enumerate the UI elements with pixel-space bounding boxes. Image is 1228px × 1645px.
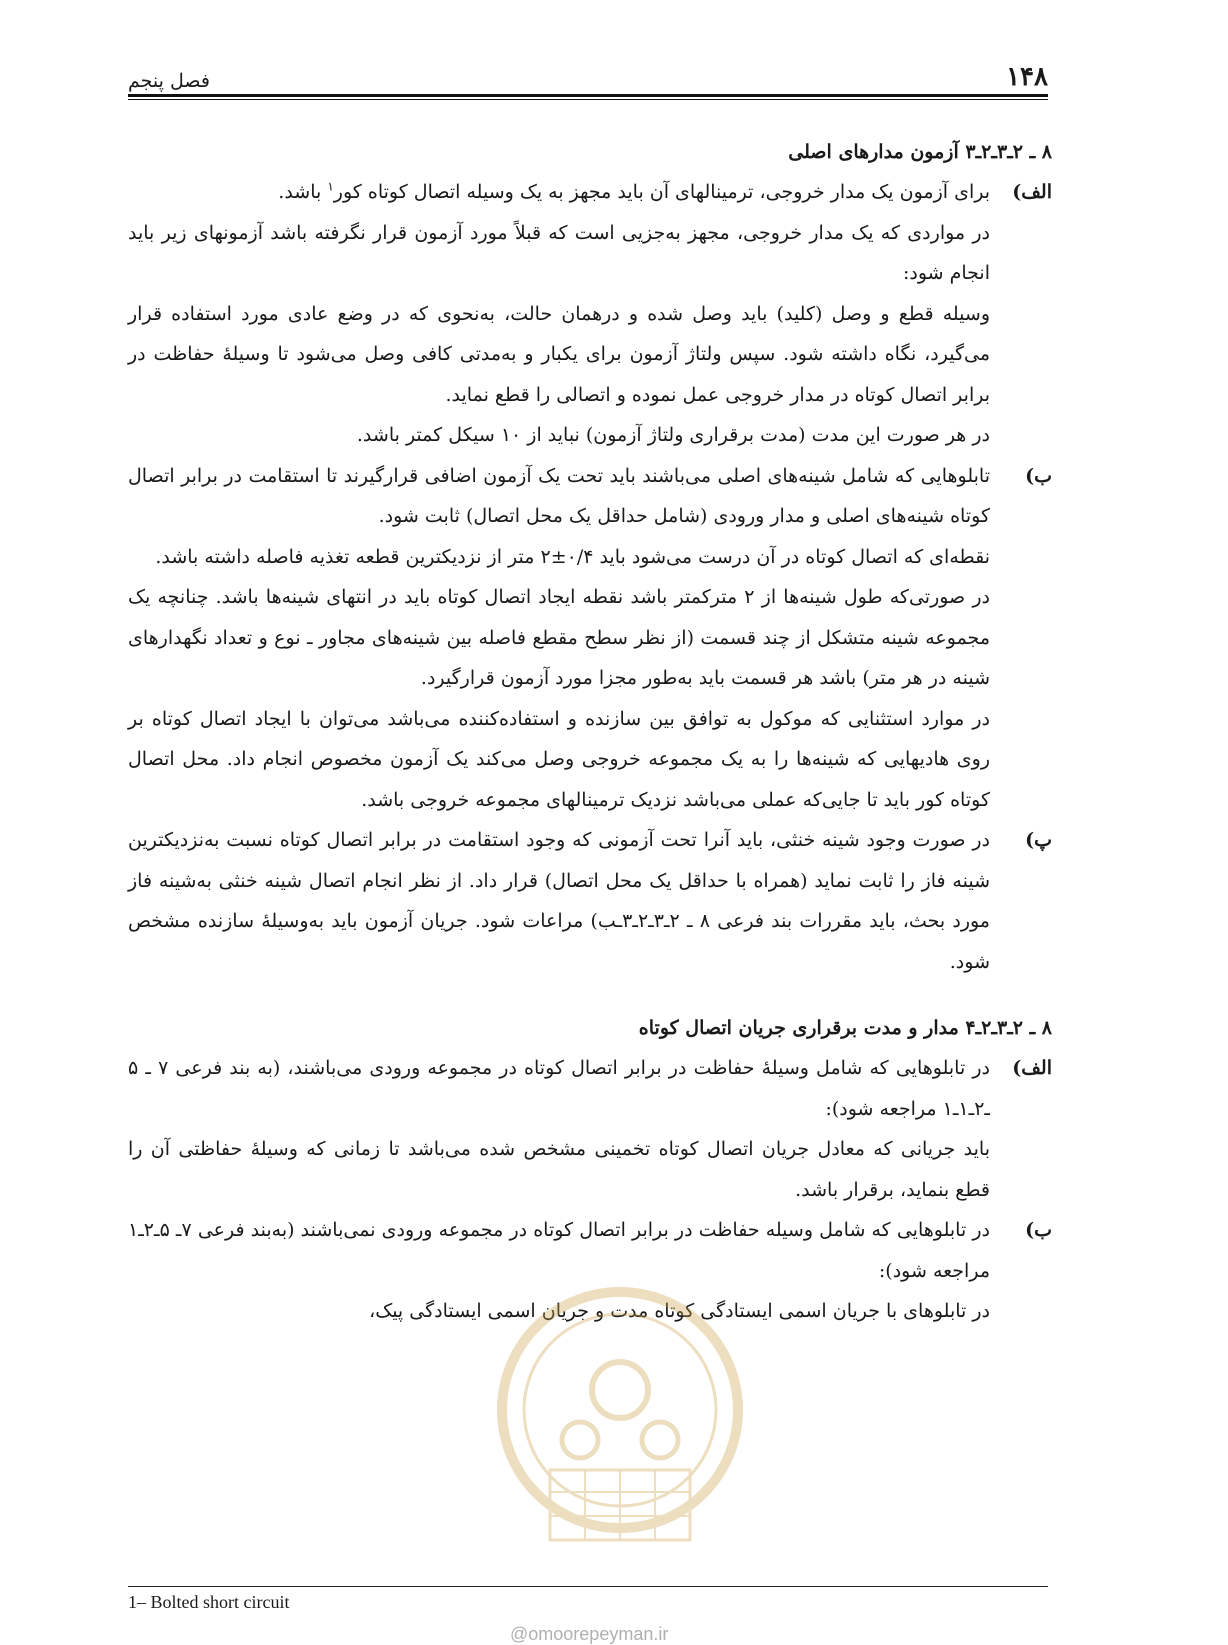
footnote-reference: ۱ (327, 179, 334, 194)
paragraph: در مواردی که یک مدار خروجی، مجهز به‌جزیی است که قبلاً مورد آزمون قرار نگرفته باشد آزمونهای زیر باید انجام شود: (128, 221, 990, 284)
page-header (128, 52, 1048, 92)
header-rule-thin (128, 99, 1048, 100)
section-gap (128, 982, 1052, 1008)
paragraph: در تابلوهای با جریان اسمی ایستادگی کوتاه مدت و جریان اسمی ایستادگی پیک، (369, 1300, 990, 1322)
paragraph: در هر صورت این مدت (مدت برقراری ولتاژ آزمون) نباید از ۱۰ سیکل کمتر باشد. (356, 424, 990, 446)
paragraph: در تابلوهایی که شامل وسیلهٔ حفاظت در برابر اتصال کوتاه در مجموعه ورودی می‌باشند، (به بند فرعی ۷ ـ ۵ ـ۲ـ۱ـ۱ مراجعه شود): (128, 1057, 991, 1120)
paragraph: در صورتی‌که طول شینه‌ها از ۲ مترکمتر باشد نقطه ایجاد اتصال کوتاه باید در انتهای شینه‌ها باشد. چنانچه یک مجموعه شینه متشکل از چند قسمت (از نظر سطح مقطع فاصله بین شینه‌های مجاور ـ نوع و تعداد نگهدارهای شینه در هر متر) باشد هر قسمت باید به‌طور مجزا مورد آزمون قرارگیرد. (128, 586, 990, 689)
page-number: ۱۴۸ (1006, 62, 1048, 92)
section-heading-main-circuits: ۸ ـ ۲ـ۳ـ۲ـ۳ آزمون مدارهای اصلی (788, 141, 1052, 163)
header-rule-thick (128, 94, 1048, 97)
clause-body (128, 456, 990, 537)
clause-marker: الف) (1012, 1057, 1052, 1079)
paragraph: در تابلوهایی که شامل وسیله حفاظت در برابر اتصال کوتاه در مجموعه ورودی نمی‌باشند (به‌بند فرعی ۷ـ ۵ـ۲ـ۱ مراجعه شود): (128, 1219, 991, 1282)
paragraph: وسیله قطع و وصل (کلید) باید وصل شده و درهمان حالت، به‌نحوی که در وضع عادی مورد استفاده قرار می‌گیرد، نگاه داشته شود. سپس ولتاژ آزمون برای یکبار و به‌مدتی کافی وصل می‌شود تا وسیلهٔ حفاظت در برابر اتصال کوتاه در مدار خروجی عمل نموده و اتصالی را قطع نماید. (128, 302, 990, 406)
text-run: باشد. (278, 181, 328, 203)
clause-be-1 (128, 456, 1052, 537)
chapter-title: فصل پنجم (128, 70, 210, 92)
text-run: برای آزمون یک مدار خروجی، ترمینالهای آن باید مجهز به یک وسیله اتصال کوتاه کور (333, 181, 990, 203)
paragraph: در موارد استثنایی که موکول به توافق بین سازنده و استفاده‌کننده می‌باشد می‌توان با ایجاد اتصال کوتاه بر روی هادیهایی که شینه‌ها را به یک مجموعه خروجی وصل می‌کند یک آزمون مخصوص انجام داد. محل اتصال کوتاه کور باید تا جایی‌که عملی می‌باشد نزدیک ترمینالهای مجموعه خروجی باشد. (128, 707, 990, 811)
watermark-url: @omoorepeyman.ir (510, 1624, 669, 1644)
paragraph (128, 172, 990, 213)
paragraph: در صورت وجود شینه خنثی، باید آنرا تحت آزمونی که وجود استقامت در برابر اتصال کوتاه نسبت به‌نزدیکترین شینه فاز را ثابت نماید (همراه با حداقل یک محل اتصال) قرار داد. از نظر انجام اتصال شینه خنثی به‌شینه فاز مورد بحث، باید مقررات بند فرعی ۸ ـ ۲ـ۳ـ۲ـ۳ـب) مراعات شود. جریان آزمون باید به‌وسیلهٔ سازنده مشخص شود. (128, 829, 990, 973)
watermark-stamp (490, 1280, 750, 1580)
paragraph: باید جریانی که معادل جریان اتصال کوتاه تخمینی مشخص شده می‌باشد تا زمانی که وسیلهٔ حفاظتی آن را قطع بنماید، برقرار باشد. (128, 1138, 990, 1201)
clause-marker: پ) (1025, 829, 1052, 851)
paragraph: نقطه‌ای که اتصال کوتاه در آن درست می‌شود باید ۰/۴±۲ متر از نزدیکترین قطعه تغذیه فاصله داشته باشد. (155, 545, 990, 568)
clause-body (128, 1048, 990, 1129)
clause-alef-2 (128, 1048, 1052, 1129)
footnote: 1– Bolted short circuit (128, 1592, 290, 1612)
section-heading-short-circuit: ۸ ـ ۲ـ۳ـ۲ـ۴ مدار و مدت برقراری جریان اتصال کوتاه (638, 1017, 1052, 1039)
clause-body (128, 820, 990, 982)
paragraph: تابلوهایی که شامل شینه‌های اصلی می‌باشند باید تحت یک آزمون اضافی قرارگیرند تا استقامت در برابر اتصال کوتاه شینه‌های اصلی و مدار ورودی (شامل حداقل یک محل اتصال) ثابت شود. (128, 464, 990, 527)
main-content (128, 132, 1052, 1332)
clause-pe-1 (128, 820, 1052, 982)
clause-alef-1 (128, 172, 1052, 213)
clause-marker: الف) (1012, 181, 1052, 203)
clause-body (128, 1210, 990, 1291)
clause-marker: ب) (1025, 1219, 1052, 1241)
clause-be-2 (128, 1210, 1052, 1291)
footnote-rule (128, 1586, 1048, 1587)
clause-body (128, 172, 990, 213)
clause-marker: ب) (1025, 464, 1052, 487)
